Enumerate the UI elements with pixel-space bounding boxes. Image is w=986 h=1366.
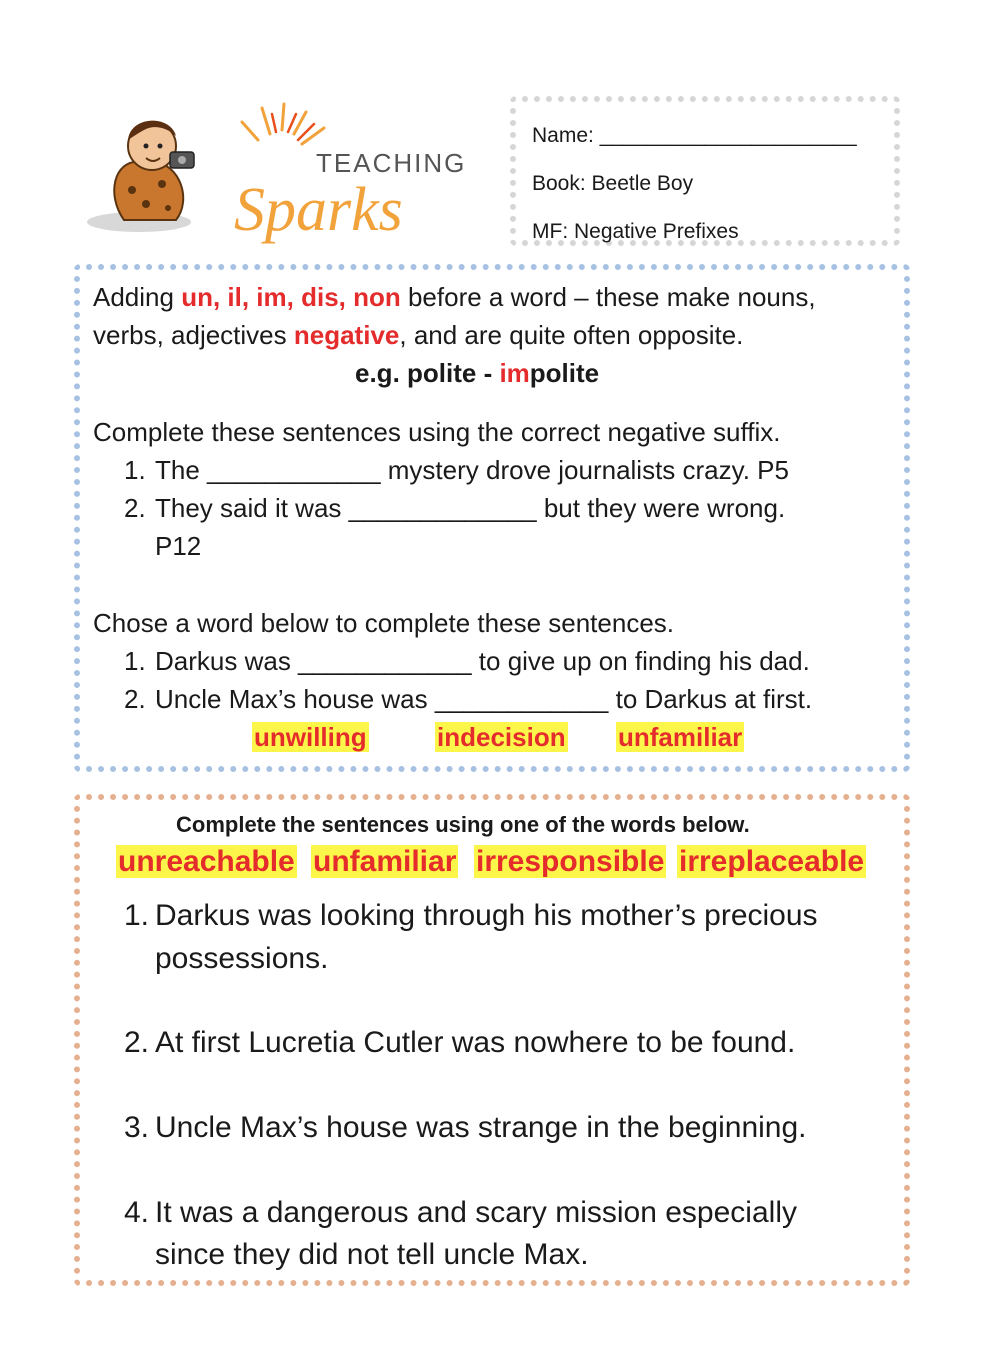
box-2-word-2: unfamiliar	[313, 845, 457, 878]
sentence-1-number: 1.	[124, 899, 150, 932]
question-4: Uncle Max’s house was ____________ to Darkus at first.	[155, 684, 813, 714]
question-1: The ____________ mystery drove journalists crazy. P5	[155, 455, 789, 485]
intro-line-2: verbs, adjectives negative, and are quite often opposite.	[93, 320, 744, 350]
box-2-heading: Complete the sentences using one of the words below.	[176, 812, 750, 837]
word-choice-3: unfamiliar	[618, 722, 743, 752]
question-2-number: 2.	[124, 493, 146, 523]
sentence-2-number: 2.	[124, 1026, 150, 1059]
svg-text:TEACHING: TEACHING	[316, 148, 467, 178]
sentence-3-line-1: Uncle Max’s house was strange in the beginning.	[155, 1111, 807, 1144]
name-field[interactable]: ______________________	[599, 124, 857, 147]
question-3: Darkus was ____________ to give up on finding his dad.	[155, 646, 810, 676]
name-line	[532, 112, 878, 160]
box-2-word-4: irreplaceable	[679, 845, 865, 878]
svg-text:Sparks: Sparks	[234, 176, 403, 244]
name-label: Name:	[532, 124, 600, 147]
sentence-4-number: 4.	[124, 1196, 150, 1229]
task-1-instruction: Complete these sentences using the correct negative suffix.	[93, 417, 781, 447]
question-3-number: 1.	[124, 646, 146, 676]
sentence-3-number: 3.	[124, 1111, 150, 1144]
book-line: Book: Beetle Boy	[532, 172, 694, 195]
teaching-sparks-logo	[84, 100, 474, 250]
sentence-1-line-2: possessions.	[155, 942, 329, 975]
question-4-number: 2.	[124, 684, 146, 714]
mf-line: MF: Negative Prefixes	[532, 220, 739, 243]
question-2-page: P12	[155, 531, 202, 561]
student-info-box	[510, 96, 900, 246]
box-2-word-1: unreachable	[118, 845, 295, 878]
box-2-word-3: irresponsible	[476, 845, 665, 878]
example-line: e.g. polite - impolite	[355, 358, 600, 388]
word-choice-1: unwilling	[254, 722, 367, 752]
sentence-4-line-1: It was a dangerous and scary mission especially	[155, 1196, 797, 1229]
question-1-number: 1.	[124, 455, 146, 485]
caveman-mascot-icon	[84, 100, 474, 250]
negative-word: negative	[293, 320, 400, 350]
intro-line-1: Adding un, il, im, dis, non before a word – these make nouns,	[93, 282, 816, 312]
prefix-list: un, il, im, dis, non	[181, 282, 401, 312]
sentence-4-line-2: since they did not tell uncle Max.	[155, 1238, 589, 1271]
task-2-instruction: Chose a word below to complete these sentences.	[93, 608, 675, 638]
sentence-2-line-1: At first Lucretia Cutler was nowhere to be found.	[155, 1026, 796, 1059]
sentence-1-line-1: Darkus was looking through his mother’s precious	[155, 899, 818, 932]
question-2: They said it was _____________ but they were wrong.	[155, 493, 786, 523]
word-choice-2: indecision	[437, 722, 566, 752]
